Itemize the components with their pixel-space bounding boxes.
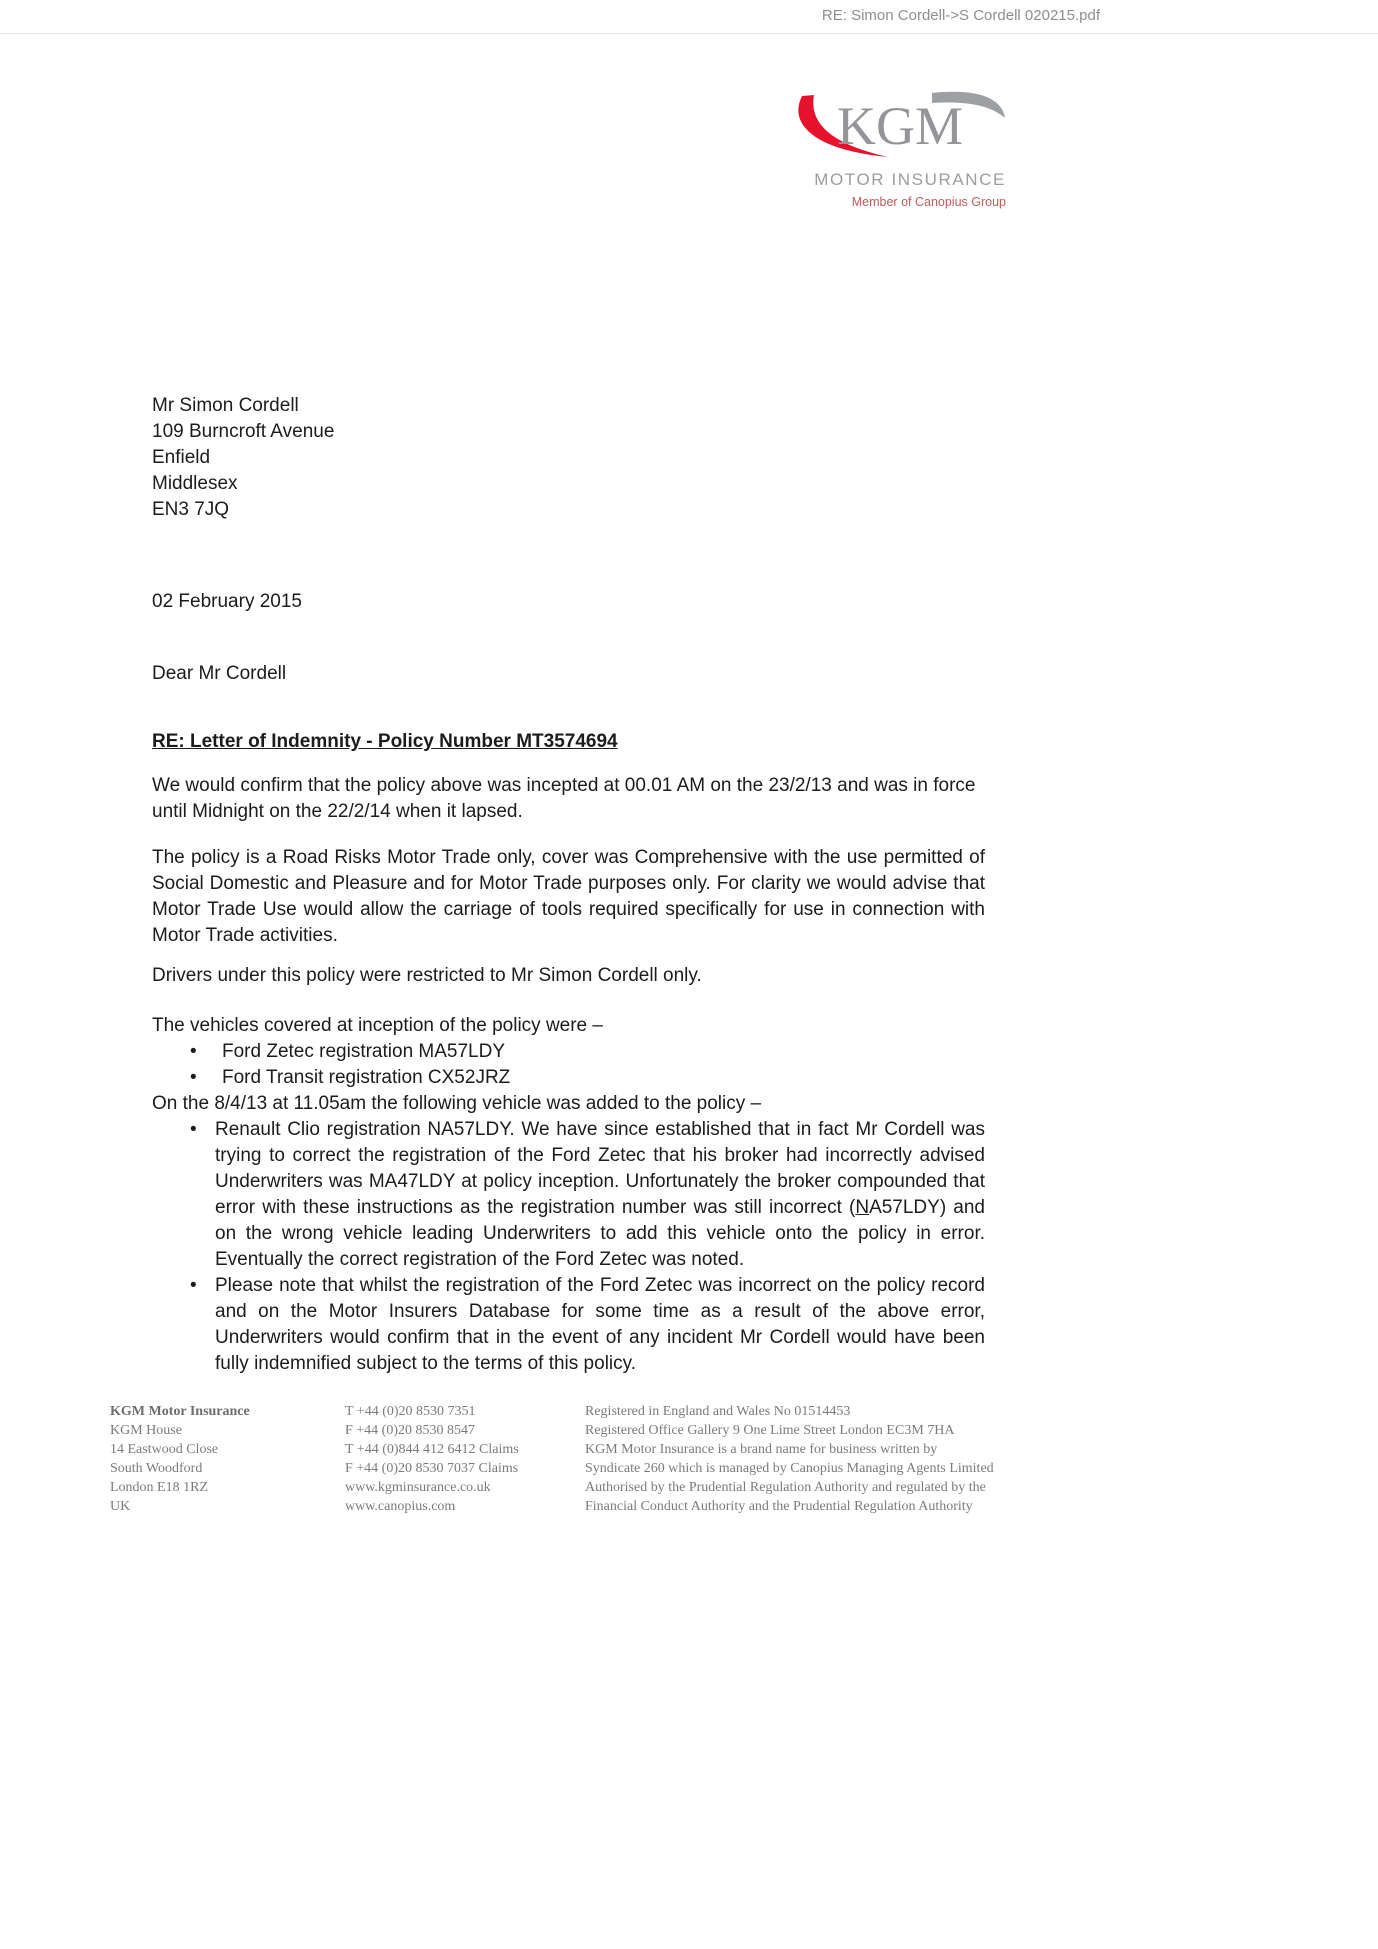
letterhead-footer bbox=[110, 1402, 1170, 1516]
paragraph-vehicles-intro: The vehicles covered at inception of the policy were – bbox=[152, 1015, 603, 1036]
footer-claims-fax-line: F +44 (0)20 8530 7037 Claims bbox=[345, 1461, 519, 1476]
footer-company-name: KGM Motor Insurance bbox=[110, 1404, 250, 1419]
paragraph-policy-cover: The policy is a Road Risks Motor Trade only, cover was Comprehensive with the use permitted of Social Domestic and Pleasure and for Motor Trade purposes only. For clarity we would advise that Motor Trade Use would allow the carriage of tools required specifically for use in connection with Motor Trade activities. bbox=[152, 847, 985, 946]
list-item-indemnity-note: • Please note that whilst the registration of the Ford Zetec was incorrect on the policy record and on the Motor Insurers Database for some time as a result of the above error, Underwriters would confirm that in the event of any incident Mr Cordell would have been fully indemnified subject to the terms of this policy. bbox=[152, 1273, 985, 1377]
letter-date: 02 February 2015 bbox=[152, 591, 302, 612]
footer-legal-line: KGM Motor Insurance is a brand name for business written by bbox=[585, 1442, 938, 1457]
list-item-ford-zetec: • Ford Zetec registration MA57LDY bbox=[152, 1039, 985, 1065]
vehicles-at-inception-list bbox=[152, 1039, 985, 1091]
footer-address-line: 14 Eastwood Close bbox=[110, 1442, 219, 1457]
recipient-county: Middlesex bbox=[152, 473, 238, 494]
recipient-postcode: EN3 7JQ bbox=[152, 499, 230, 520]
recipient-street: 109 Burncroft Avenue bbox=[152, 421, 335, 442]
footer-legal-line: Registered in England and Wales No 01514453 bbox=[585, 1404, 851, 1419]
footer-fax-line: F +44 (0)20 8530 8547 bbox=[345, 1423, 476, 1438]
footer-legal-line: Financial Conduct Authority and the Prudential Regulation Authority bbox=[585, 1499, 973, 1514]
paragraph-vehicle-added-intro: On the 8/4/13 at 11.05am the following vehicle was added to the policy – bbox=[152, 1093, 762, 1114]
kgm-logo bbox=[788, 86, 1006, 209]
footer-address-line: KGM House bbox=[110, 1423, 182, 1438]
list-item-ford-transit: • Ford Transit registration CX52JRZ bbox=[152, 1065, 985, 1091]
logo-member-line: Member of Canopius Group bbox=[851, 195, 1006, 209]
kgm-logo-mark bbox=[788, 86, 1006, 166]
paragraph-policy-dates: We would confirm that the policy above was incepted at 00.01 AM on the 23/2/13 and was in force until Midnight on the 22/2/14 when it lapsed. bbox=[152, 775, 976, 822]
added-bullet-text-underlined: N bbox=[855, 1197, 870, 1218]
salutation: Dear Mr Cordell bbox=[152, 663, 287, 684]
vehicle-added-list bbox=[152, 1117, 985, 1377]
footer-website-canopius: www.canopius.com bbox=[345, 1499, 456, 1514]
paragraph-drivers: Drivers under this policy were restricted to Mr Simon Cordell only. bbox=[152, 965, 702, 986]
footer-phone-line: T +44 (0)20 8530 7351 bbox=[345, 1404, 476, 1419]
footer-claims-phone-line: T +44 (0)844 412 6412 Claims bbox=[345, 1442, 519, 1457]
footer-address-column bbox=[110, 1402, 345, 1516]
footer-address-line: UK bbox=[110, 1499, 131, 1514]
letter-body bbox=[152, 393, 985, 1377]
document-filename: RE: Simon Cordell->S Cordell 020215.pdf bbox=[821, 7, 1100, 24]
logo-subtitle: MOTOR INSURANCE bbox=[814, 170, 1006, 189]
recipient-name: Mr Simon Cordell bbox=[152, 395, 299, 416]
list-item-renault-clio bbox=[152, 1117, 985, 1273]
kgm-logo-swoosh-icon bbox=[788, 86, 1006, 166]
footer-legal-line: Registered Office Gallery 9 One Lime Street London EC3M 7HA bbox=[585, 1423, 955, 1438]
footer-legal-column bbox=[585, 1402, 1170, 1516]
recipient-town: Enfield bbox=[152, 447, 211, 468]
footer-legal-line: Authorised by the Prudential Regulation Authority and regulated by the bbox=[585, 1480, 986, 1495]
subject-line: RE: Letter of Indemnity - Policy Number MT3574694 bbox=[152, 731, 618, 752]
footer-contact-column bbox=[345, 1402, 585, 1516]
recipient-address bbox=[152, 393, 985, 523]
kgm-logo-text: KGM bbox=[836, 96, 964, 156]
added-bullet-text-pre: Renault Clio registration NA57LDY. We have since established that in fact Mr Cordell was trying to correct the registration of the Ford Zetec that his broker had incorrectly advised Underwriters was MA47LDY at policy inception. Unfortunately the broker compounded that error with these instructions as the registration number was still incorrect ( bbox=[215, 1119, 985, 1218]
footer-address-line: London E18 1RZ bbox=[110, 1480, 208, 1495]
footer-legal-line: Syndicate 260 which is managed by Canopius Managing Agents Limited bbox=[585, 1461, 994, 1476]
footer-website-kgm: www.kgminsurance.co.uk bbox=[345, 1480, 491, 1495]
footer-address-line: South Woodford bbox=[110, 1461, 203, 1476]
added-bullet-text-post: A57LDY) and on the wrong vehicle leading Underwriters to add this vehicle onto the policy in error. Eventually the correct registration of the Ford Zetec was noted. bbox=[215, 1197, 985, 1270]
viewer-titlebar bbox=[0, 0, 1378, 34]
